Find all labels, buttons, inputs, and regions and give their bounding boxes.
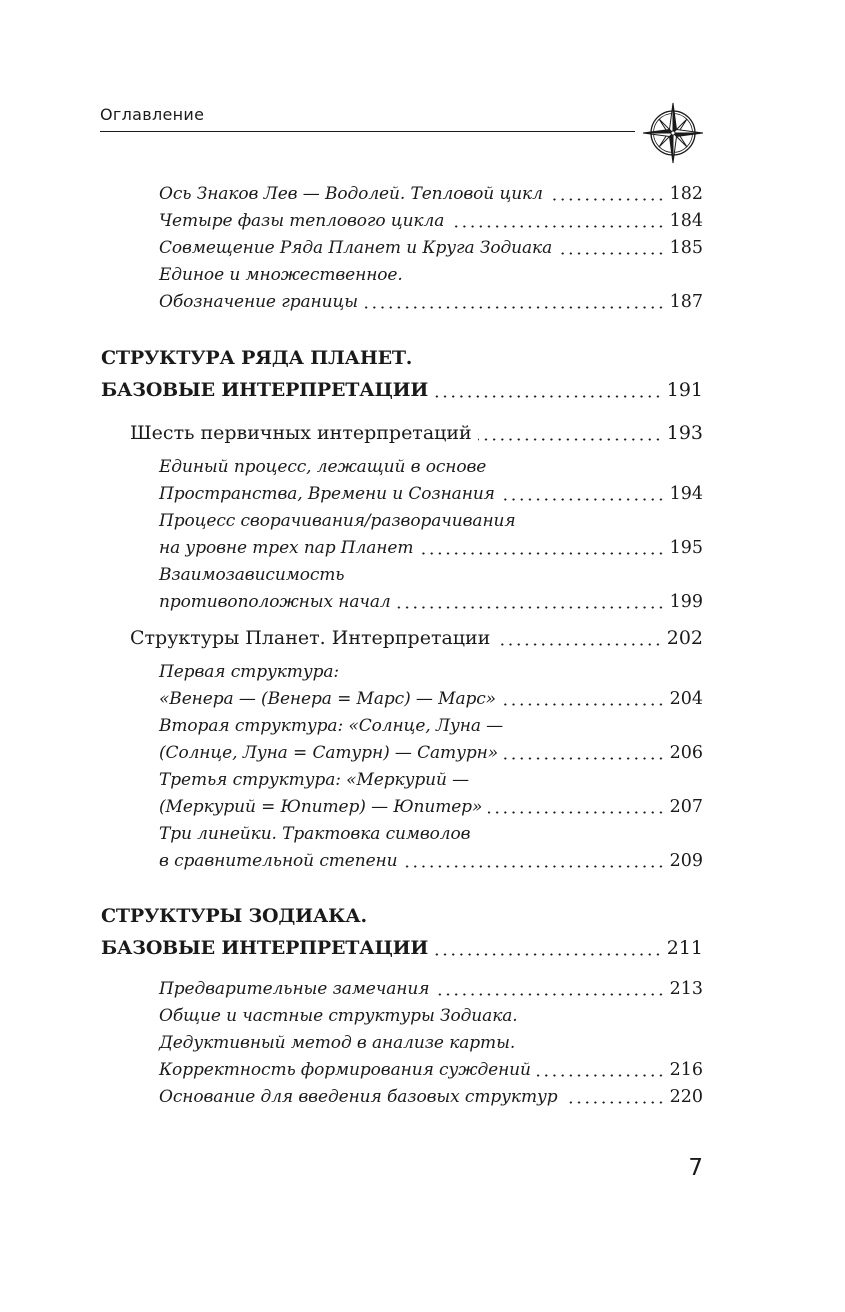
toc-entry[interactable]: [0, 287, 845, 317]
toc-leader-dots: [478, 438, 662, 441]
running-head: Оглавление: [100, 105, 205, 124]
toc-entry-title: Шесть первичных интерпретаций: [130, 422, 472, 444]
toc-leader-dots: [434, 953, 662, 956]
toc-entry-page: 191: [666, 379, 703, 401]
toc-chapter-entry[interactable]: [0, 344, 845, 374]
toc-entry-title: Процесс сворачивания/разворачивания: [159, 511, 516, 531]
toc-entry-title: Основание для введения базовых структур: [159, 1087, 558, 1107]
toc-entry[interactable]: [0, 684, 845, 714]
toc-entry[interactable]: [0, 846, 845, 876]
toc-entry-title: Дедуктивный метод в анализе карты.: [159, 1033, 516, 1053]
toc-entry-title: на уровне трех пар Планет: [159, 538, 414, 558]
toc-entry[interactable]: [0, 533, 845, 563]
toc-entry-title: Обозначение границы: [159, 292, 358, 312]
toc-entry-page: 207: [669, 796, 703, 817]
toc-entry-title: (Солнце, Луна = Сатурн) — Сатурн»: [159, 743, 499, 763]
toc-entry[interactable]: [0, 974, 845, 1004]
toc-entry-title: Совмещение Ряда Планет и Круга Зодиака: [159, 238, 553, 258]
toc-leader-dots: [537, 1074, 665, 1077]
toc-chapter-entry[interactable]: [0, 376, 845, 406]
toc-entry[interactable]: [0, 711, 845, 741]
toc-entry-title: (Меркурий = Юпитер) — Юпитер»: [159, 797, 483, 817]
toc-entry-page: 213: [669, 978, 703, 999]
toc-section-entry[interactable]: [0, 419, 845, 449]
toc-entry[interactable]: [0, 1028, 845, 1058]
toc-leader-dots: [549, 198, 665, 201]
toc-leader-dots: [496, 643, 662, 646]
toc-leader-dots: [564, 1101, 665, 1104]
toc-entry-title: Единое и множественное.: [159, 265, 403, 285]
toc-entry[interactable]: [0, 206, 845, 236]
toc-entry[interactable]: [0, 819, 845, 849]
toc-entry-page: 216: [669, 1059, 703, 1080]
toc-entry-page: 220: [669, 1086, 703, 1107]
toc-entry-title: Вторая структура: «Солнце, Луна —: [159, 716, 504, 736]
compass-rose-icon: [642, 102, 704, 164]
toc-leader-dots: [419, 552, 665, 555]
toc-leader-dots: [403, 865, 665, 868]
toc-entry[interactable]: [0, 506, 845, 536]
toc-entry-page: 182: [669, 183, 703, 204]
toc-entry[interactable]: [0, 657, 845, 687]
toc-entry-title: Ось Знаков Лев — Водолей. Тепловой цикл: [159, 184, 543, 204]
toc-entry-title: Четыре фазы теплового цикла: [159, 211, 445, 231]
toc-entry-page: 185: [669, 237, 703, 258]
toc-entry-title: Единый процесс, лежащий в основе: [159, 457, 487, 477]
toc-entry[interactable]: [0, 1082, 845, 1112]
toc-entry[interactable]: [0, 452, 845, 482]
toc-entry[interactable]: [0, 792, 845, 822]
toc-entry-page: 209: [669, 850, 703, 871]
toc-entry-title: Взаимозависимость: [159, 565, 345, 585]
toc-chapter-entry[interactable]: [0, 902, 845, 932]
toc-entry-page: 199: [669, 591, 703, 612]
toc-entry[interactable]: [0, 587, 845, 617]
toc-entry-title: Корректность формирования суждений: [159, 1060, 531, 1080]
toc-section-entry[interactable]: [0, 624, 845, 654]
toc-entry-page: 195: [669, 537, 703, 558]
toc-leader-dots: [450, 225, 665, 228]
toc-entry[interactable]: [0, 560, 845, 590]
toc-entry[interactable]: [0, 1055, 845, 1085]
toc-entry-page: 193: [666, 422, 703, 444]
page-number: 7: [688, 1155, 703, 1181]
toc-entry-title: противоположных начал: [159, 592, 391, 612]
toc-entry[interactable]: [0, 765, 845, 795]
toc-entry-title: Общие и частные структуры Зодиака.: [159, 1006, 518, 1026]
toc-leader-dots: [397, 606, 665, 609]
toc-entry-title: «Венера — (Венера = Марс) — Марс»: [159, 689, 496, 709]
toc-entry-page: 202: [666, 627, 703, 649]
toc-entry-page: 206: [669, 742, 703, 763]
toc-entry[interactable]: [0, 479, 845, 509]
toc-entry[interactable]: [0, 1001, 845, 1031]
toc-leader-dots: [434, 395, 662, 398]
toc-entry-title: в сравнительной степени: [159, 851, 398, 871]
toc-entry-page: 184: [669, 210, 703, 231]
toc-entry-page: 194: [669, 483, 703, 504]
toc-leader-dots: [501, 498, 665, 501]
toc-entry[interactable]: [0, 233, 845, 263]
toc-leader-dots: [435, 993, 665, 996]
toc-entry-page: 187: [669, 291, 703, 312]
toc-entry[interactable]: [0, 260, 845, 290]
toc-entry[interactable]: [0, 738, 845, 768]
toc-entry-title: Предварительные замечания: [159, 979, 430, 999]
toc-entry-title: Пространства, Времени и Сознания: [159, 484, 495, 504]
toc-entry-title: СТРУКТУРЫ ЗОДИАКА.: [101, 905, 367, 927]
toc-entry-page: 211: [666, 937, 703, 959]
toc-leader-dots: [502, 703, 665, 706]
toc-entry-title: Первая структура:: [159, 662, 340, 682]
toc-leader-dots: [488, 811, 665, 814]
toc-entry-title: БАЗОВЫЕ ИНТЕРПРЕТАЦИИ: [101, 937, 429, 959]
toc-entry-title: Третья структура: «Меркурий —: [159, 770, 470, 790]
toc-entry-title: БАЗОВЫЕ ИНТЕРПРЕТАЦИИ: [101, 379, 429, 401]
toc-entry-title: Структуры Планет. Интерпретации: [130, 627, 491, 649]
toc-entry-title: СТРУКТУРА РЯДА ПЛАНЕТ.: [101, 347, 413, 369]
toc-entry-page: 204: [669, 688, 703, 709]
toc-leader-dots: [504, 757, 665, 760]
toc-entry-title: Три линейки. Трактовка символов: [159, 824, 471, 844]
toc-leader-dots: [364, 306, 665, 309]
toc-chapter-entry[interactable]: [0, 934, 845, 964]
toc-entry[interactable]: [0, 179, 845, 209]
header-rule: [100, 131, 635, 132]
toc-leader-dots: [558, 252, 665, 255]
